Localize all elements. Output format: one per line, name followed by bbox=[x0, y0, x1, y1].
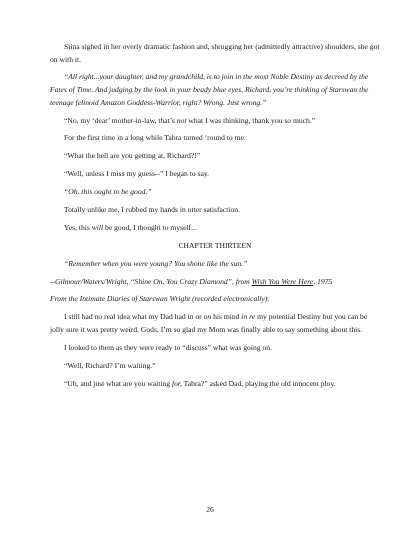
text-run: ought bbox=[94, 187, 112, 197]
paragraph bbox=[50, 71, 380, 109]
text-run: “Well, Richard? I’m waiting.” bbox=[64, 360, 156, 370]
text-run: CHAPTER THIRTEEN bbox=[178, 240, 252, 250]
text-run: will bbox=[91, 222, 104, 232]
epigraph-attribution bbox=[50, 276, 380, 289]
paragraph bbox=[50, 41, 380, 66]
epigraph-quote bbox=[50, 258, 380, 271]
text-run: for, bbox=[171, 378, 182, 388]
text-run: Yes, this bbox=[64, 222, 92, 232]
text-run: to be good.” bbox=[111, 187, 152, 197]
text-run: in re bbox=[241, 312, 256, 322]
page-number: 26 bbox=[206, 505, 214, 514]
text-run: , 1975 bbox=[313, 276, 333, 286]
text-run: what I was thinking, thank you so much.” bbox=[186, 115, 316, 125]
paragraph bbox=[50, 132, 380, 145]
paragraph bbox=[50, 168, 380, 181]
text-run: “Well, unless I miss my guess--” I began to say. bbox=[64, 169, 210, 179]
text-run: Wish You Were Here bbox=[251, 276, 314, 286]
diary-header bbox=[50, 293, 380, 306]
text-run: From the Intimate Diaries of Starswan Wright (recorded electronically): bbox=[50, 294, 270, 304]
text-run: “All right...your daughter, and my grandchild, is to join in the most Noble Destiny as decreed by the Fates of Time. And judging by the look in your beady blue eyes, Richard, you’re thinking of Starswan the teenage felinoid Amazon Goddess-Warrior, right? Wrong. Just wrong.” bbox=[50, 72, 369, 107]
page-body bbox=[50, 41, 380, 396]
text-run: --Gilmour/Waters/Wright, “Shine On, You Crazy Diamond”, from bbox=[50, 276, 252, 286]
text-run: I looked to them as they were ready to “discuss” what was going on. bbox=[64, 342, 272, 352]
text-run: not bbox=[176, 115, 187, 125]
paragraph bbox=[50, 204, 380, 217]
text-run: For the first time in a long while Tabra turned ‘round to me. bbox=[64, 133, 246, 143]
paragraph bbox=[50, 115, 380, 128]
text-run: on bbox=[203, 312, 212, 322]
paragraph bbox=[50, 222, 380, 235]
text-run: Totally unlike me, I rubbed my hands in utter satisfaction. bbox=[64, 205, 240, 215]
text-run: my potential Destiny but you can be jolly sure it was pretty weird. Gods, I’m so glad my Mom was finally able to say something about this. bbox=[50, 312, 368, 334]
text-run: “Remember when you were young? You shone like the sun.” bbox=[64, 258, 248, 268]
paragraph bbox=[50, 360, 380, 373]
paragraph bbox=[50, 150, 380, 163]
paragraph bbox=[50, 186, 380, 199]
text-run: Siina sighed in her overly dramatic fashion and, shrugging her (admittedly attractive) shoulders, she got on with it. bbox=[50, 42, 380, 64]
text-run: “Oh, this bbox=[64, 187, 95, 197]
text-run: Tabra?” asked Dad, playing the old innocent ploy. bbox=[181, 378, 336, 388]
text-run: “What the hell are you getting at, Richard?!” bbox=[64, 151, 201, 161]
text-run: “Uh, and just what are you waiting bbox=[64, 378, 172, 388]
chapter-heading bbox=[50, 240, 380, 253]
paragraph bbox=[50, 311, 380, 336]
text-run: his mind bbox=[211, 312, 242, 322]
text-run: “No, my ‘dear’ mother-in-law, that’s bbox=[64, 115, 177, 125]
paragraph bbox=[50, 378, 380, 391]
text-run: I still had no real idea what my Dad had in or bbox=[64, 312, 204, 322]
text-run: be good, I thought to myself... bbox=[103, 222, 197, 232]
paragraph bbox=[50, 342, 380, 355]
